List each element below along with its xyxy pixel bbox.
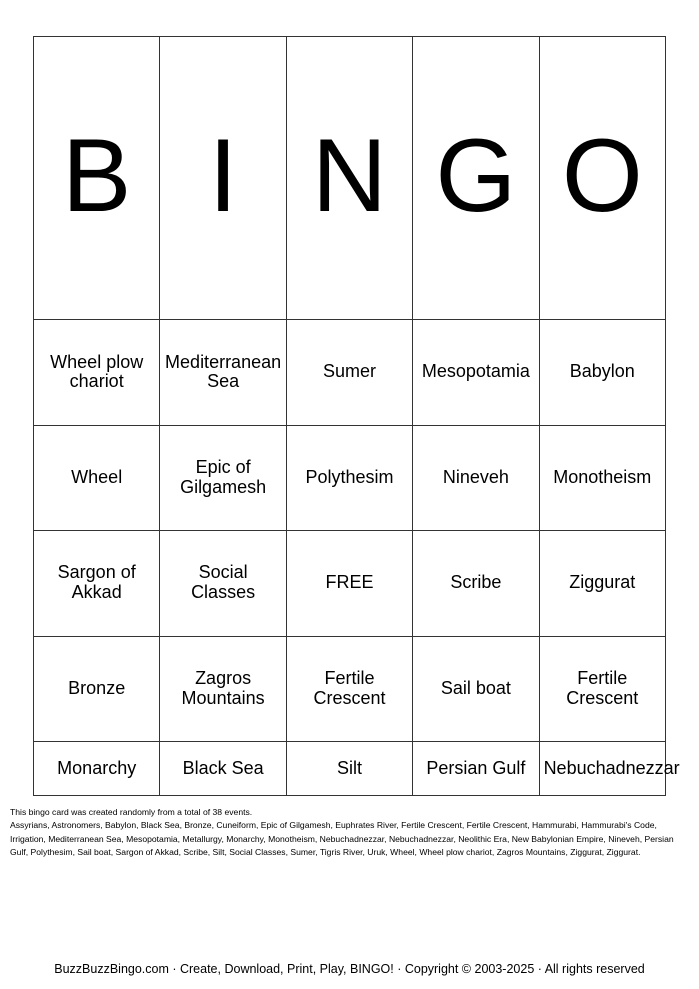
bingo-cell: Mediterranean Sea [160, 320, 286, 425]
card-info [10, 806, 690, 859]
header-letter: B [34, 37, 160, 320]
bingo-card [33, 36, 680, 796]
card-info-intro: This bingo card was created randomly from a total of 38 events. [10, 807, 253, 817]
bingo-cell: Silt [286, 741, 412, 795]
bingo-cell: Black Sea [160, 741, 286, 795]
card-info-events: Assyrians, Astronomers, Babylon, Black Sea, Bronze, Cuneiform, Epic of Gilgamesh, Euphrates River, Fertile Crescent, Fertile Crescent, Hammurabi, Hammurabi's Code, Irrigation, Mediterranean Sea, Mesopotamia, Metallurgy, Monarchy, Monotheism, Nebuchadnezzar, Nebuchadnezzar, Neolithic Era, New Babylonian Empire, Nineveh, Persian Gulf, Polythesim, Sail boat, Sargon of Akkad, Scribe, Silt, Social Classes, Sumer, Tigris River, Uruk, Wheel, Wheel plow chariot, Zagros Mountains, Ziggurat, Ziggurat. [10, 820, 674, 857]
bingo-cell: Fertile Crescent [286, 636, 412, 741]
bingo-cell: Fertile Crescent [539, 636, 665, 741]
bingo-row [34, 741, 666, 795]
bingo-cell: Polythesim [286, 425, 412, 530]
bingo-cell: Wheel [34, 425, 160, 530]
bingo-row [34, 425, 666, 530]
bingo-cell: Sumer [286, 320, 412, 425]
bingo-cell: Scribe [413, 531, 539, 636]
bingo-cell: Ziggurat [539, 531, 665, 636]
bingo-row [34, 320, 666, 425]
bingo-row [34, 531, 666, 636]
bingo-row [34, 636, 666, 741]
bingo-cell: Bronze [34, 636, 160, 741]
bingo-cell: Persian Gulf [413, 741, 539, 795]
header-letter: N [286, 37, 412, 320]
free-space-cell: FREE [286, 531, 412, 636]
bingo-cell: Nineveh [413, 425, 539, 530]
header-letter: G [413, 37, 539, 320]
bingo-cell: Sargon of Akkad [34, 531, 160, 636]
bingo-cell: Nebuchadnezzar [539, 741, 665, 795]
bingo-cell: Babylon [539, 320, 665, 425]
header-letter: O [539, 37, 665, 320]
bingo-cell: Mesopotamia [413, 320, 539, 425]
bingo-cell: Social Classes [160, 531, 286, 636]
header-letter: I [160, 37, 286, 320]
bingo-cell: Sail boat [413, 636, 539, 741]
bingo-header-row [34, 37, 666, 320]
bingo-cell: Epic of Gilgamesh [160, 425, 286, 530]
bingo-cell: Monotheism [539, 425, 665, 530]
bingo-cell: Zagros Mountains [160, 636, 286, 741]
bingo-cell: Monarchy [34, 741, 160, 795]
bingo-cell: Wheel plow chariot [34, 320, 160, 425]
page-footer: BuzzBuzzBingo.com · Create, Download, Print, Play, BINGO! · Copyright © 2003-2025 · All rights reserved [54, 962, 645, 976]
